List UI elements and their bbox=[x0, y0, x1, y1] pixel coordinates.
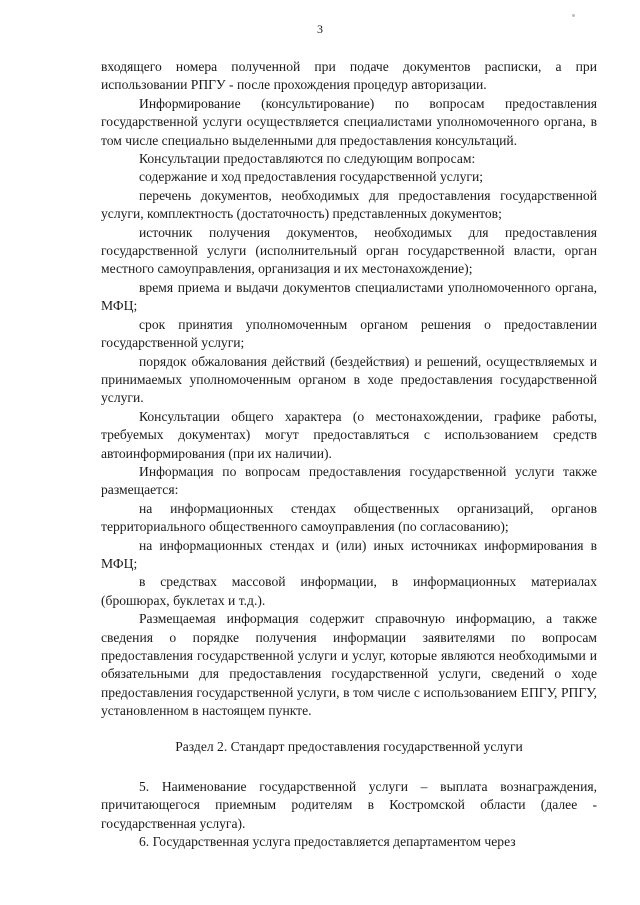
list-item-decision-term: срок принятия уполномоченным органом решения о предоставлении государственной услуги; bbox=[101, 316, 597, 351]
list-item-content-progress: содержание и ход предоставления государственной услуги; bbox=[139, 169, 483, 185]
paragraph-placed-information: Размещаемая информация содержит справочную информацию, а также сведения о порядке получения информации заявителями по вопросам предоставления государственной услуги и услуг, которые являются необходимыми и обязательными для предоставления государственной услуги, сведений о ходе предоставления государственной услуги, в том числе с использованием ЕПГУ, РПГУ, установленном в настоящем пункте. bbox=[101, 611, 597, 719]
paragraph-continuation: входящего номера полученной при подаче документов расписки, а при использовании РПГУ - после прохождения процедур авторизации. bbox=[101, 59, 597, 93]
paragraph-informing: Информирование (консультирование) по вопросам предоставления государственной услуги осуществляется специалистами уполномоченного органа, в том числе специально выделенными для предоставления консультаций. bbox=[101, 95, 597, 148]
paragraph-service-name: 5. Наименование государственной услуги – выплата вознаграждения, причитающегося приемным родителям в Костромской области (далее - государственная услуга). bbox=[101, 779, 597, 831]
paragraph-info-placement-intro: Информация по вопросам предоставления государственной услуги также размещается: bbox=[101, 463, 597, 498]
scan-speck bbox=[572, 14, 575, 17]
list-item-reception-time: время приема и выдачи документов специалистами уполномоченного органа, МФЦ; bbox=[101, 279, 597, 314]
section-heading: Раздел 2. Стандарт предоставления государственной услуги bbox=[175, 738, 523, 754]
list-item-mass-media: в средствах массовой информации, в информационных материалах (брошюрах, буклетах и т.д.). bbox=[101, 574, 597, 608]
list-item-public-stands: на информационных стендах общественных организаций, органов территориального общественного самоуправления (по согласованию); bbox=[101, 500, 597, 535]
paragraph-general-consultations: Консультации общего характера (о местонахождении, графике работы, требуемых документах) могут предоставляться с использованием средств автоинформирования (при их наличии). bbox=[101, 408, 597, 461]
paragraph-consultation-topics-intro: Консультации предоставляются по следующим вопросам: bbox=[139, 151, 476, 167]
page-number: 3 bbox=[317, 22, 323, 36]
list-item-mfc-stands: на информационных стендах и (или) иных источниках информирования в МФЦ; bbox=[101, 537, 597, 571]
list-item-document-source: источник получения документов, необходимых для предоставления государственной услуги (исполнительный орган государственной власти, орган местного самоуправления, организация и их местонахождение); bbox=[101, 224, 597, 277]
list-item-appeal-procedure: порядок обжалования действий (бездействия) и решений, осуществляемых и принимаемых уполномоченным органом в ходе предоставления государственной услуги. bbox=[101, 353, 597, 406]
document-body bbox=[101, 58, 597, 852]
paragraph-service-provider: 6. Государственная услуга предоставляется департаментом через bbox=[139, 834, 516, 850]
list-item-document-list: перечень документов, необходимых для предоставления государственной услуги, комплектность (достаточность) представленных документов; bbox=[101, 187, 597, 222]
